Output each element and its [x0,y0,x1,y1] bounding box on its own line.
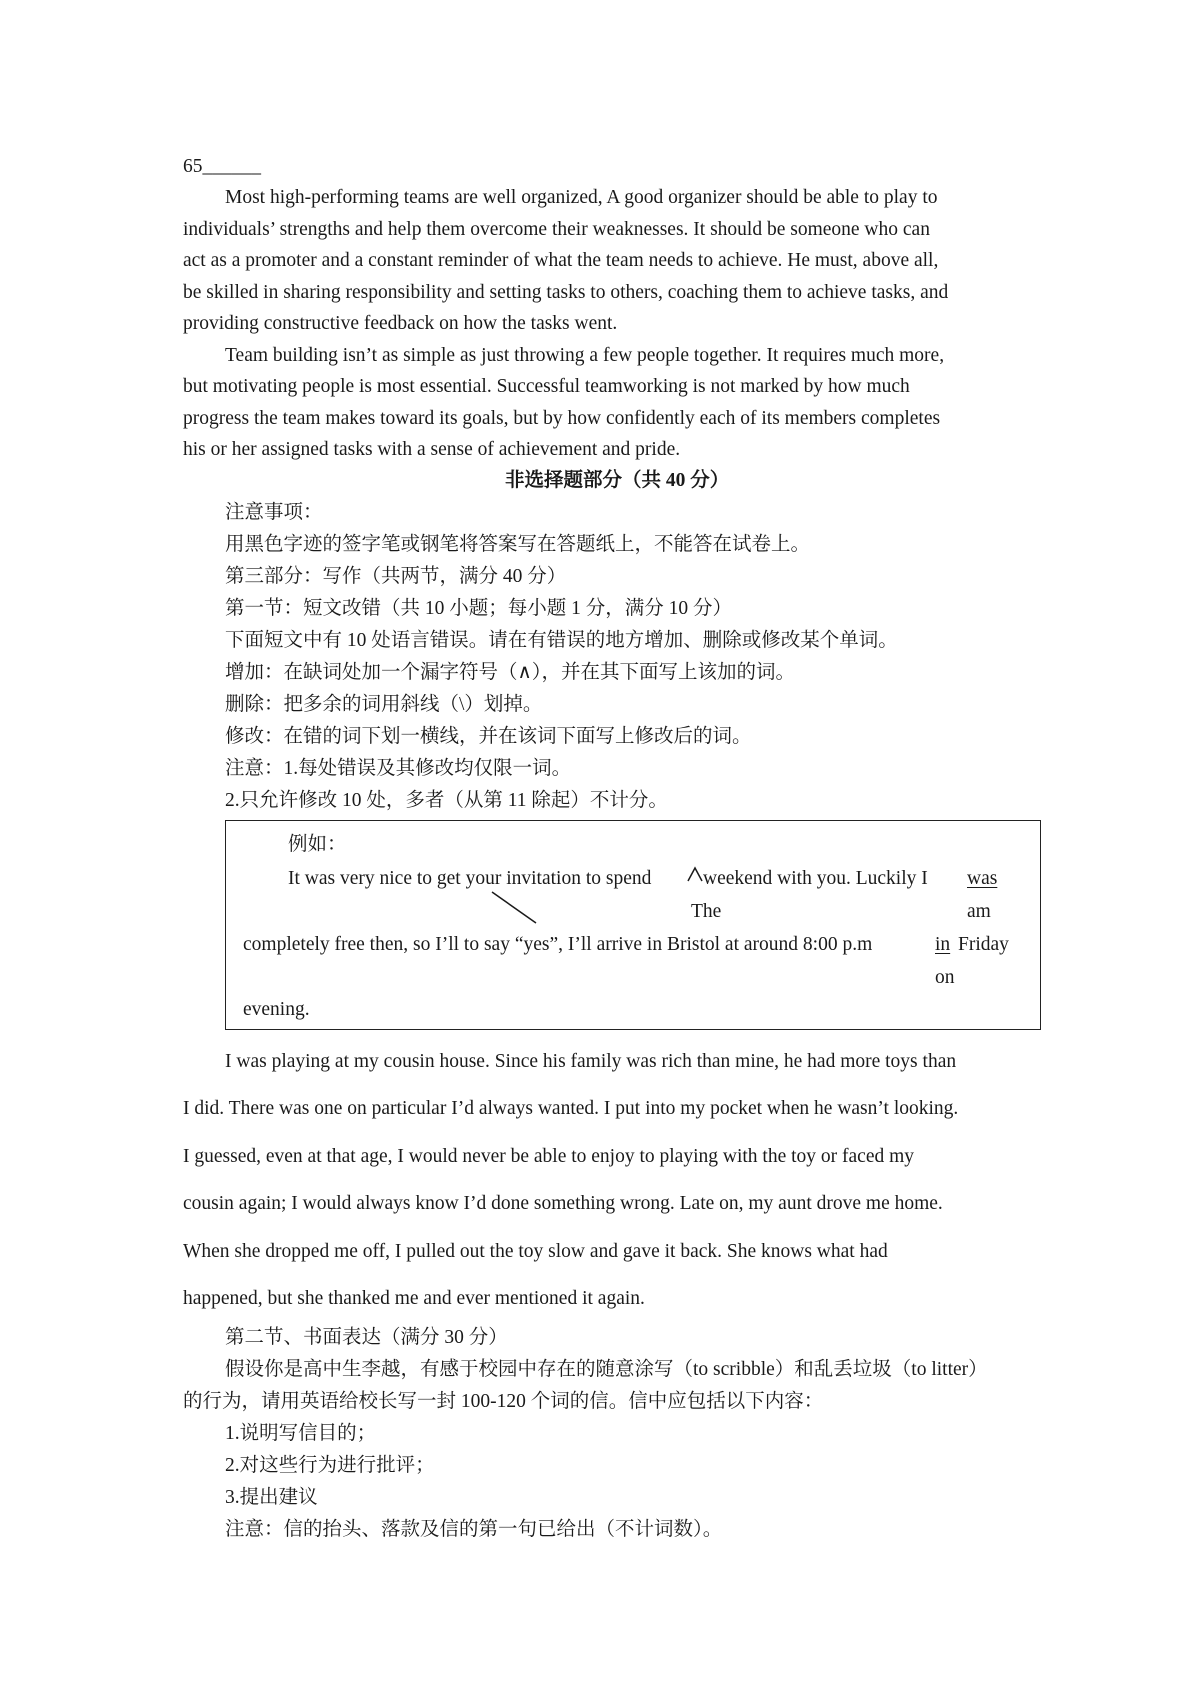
instruction-line: 注意事项： [225,502,323,523]
instruction-line: 2.只允许修改 10 处，多者（从第 11 除起）不计分。 [225,790,668,811]
writing-point: 1.说明写信目的； [225,1423,377,1444]
writing-title: 第二节、书面表达（满分 30 分） [225,1327,508,1348]
insertion-caret-icon [686,866,704,882]
question-number: 65______ [183,156,261,177]
instruction-line: 用黑色字迹的签字笔或钢笔将答案写在答题纸上，不能答在试卷上。 [225,534,811,555]
passage-line: his or her assigned tasks with a sense of achievement and pride. [183,439,681,460]
passage-line: progress the team makes toward its goals, but by how confidently each of its members completes [183,408,941,429]
correction-on: on [935,967,955,988]
passage-line: I guessed, even at that age, I would never be able to enjoy to playing with the toy or faced my [183,1146,915,1167]
passage-line: individuals’ strengths and help them overcome their weaknesses. It should be someone who can [183,219,930,240]
example-line3: evening. [243,999,310,1020]
example-box [225,820,1041,1030]
writing-point: 2.对这些行为进行批评； [225,1455,435,1476]
correction-am: am [967,901,991,922]
passage-line: Most high-performing teams are well organized, A good organizer should be able to play to [225,187,938,208]
writing-prompt: 假设你是高中生李越，有感于校园中存在的随意涂写（to scribble）和乱丢垃圾（to litter） [225,1359,988,1380]
instruction-line: 增加：在缺词处加一个漏字符号（∧），并在其下面写上该加的词。 [225,662,796,683]
passage-line: be skilled in sharing responsibility and setting tasks to others, coaching them to achieve tasks, and [183,282,949,303]
instruction-line: 注意：1.每处错误及其修改均仅限一词。 [225,758,572,779]
example-error-was: was [967,868,998,889]
example-line2-cont: Friday [958,934,1009,955]
passage-line: providing constructive feedback on how the tasks went. [183,313,618,334]
passage-line: cousin again; I would always know I’d done something wrong. Late on, my aunt drove me home. [183,1193,943,1214]
passage-line: happened, but she thanked me and ever mentioned it again. [183,1288,645,1309]
instruction-line: 下面短文中有 10 处语言错误。请在有错误的地方增加、删除或修改某个单词。 [225,630,898,651]
correction-the: The [691,901,722,922]
deletion-slash-mark [490,890,540,926]
passage-line: I did. There was one on particular I’d always wanted. I put into my pocket when he wasn’t looking. [183,1098,959,1119]
passage-line: Team building isn’t as simple as just throwing a few people together. It requires much more, [225,345,945,366]
example-line2: completely free then, so I’ll to say “yes”, I’ll arrive in Bristol at around 8:00 p.m [243,934,873,955]
writing-prompt: 的行为，请用英语给校长写一封 100-120 个词的信。信中应包括以下内容： [183,1391,824,1412]
passage-line: When she dropped me off, I pulled out the toy slow and gave it back. She knows what had [183,1241,888,1262]
section-heading: 非选择题部分（共 40 分） [505,470,730,491]
passage-line: but motivating people is most essential. Successful teamworking is not marked by how much [183,376,910,397]
example-line1: It was very nice to get your invitation to spend [288,868,652,889]
writing-note: 注意：信的抬头、落款及信的第一句已给出（不计词数）。 [225,1519,723,1540]
instruction-line: 第一节：短文改错（共 10 小题；每小题 1 分，满分 10 分） [225,598,733,619]
writing-point: 3.提出建议 [225,1487,318,1508]
passage-line: act as a promoter and a constant reminder of what the team needs to achieve. He must, above all, [183,250,939,271]
passage-line: I was playing at my cousin house. Since his family was rich than mine, he had more toys than [225,1051,957,1072]
instruction-line: 删除：把多余的词用斜线（\）划掉。 [225,694,543,715]
instruction-line: 第三部分：写作（共两节，满分 40 分） [225,566,567,587]
example-line1-cont: weekend with you. Luckily I [703,868,928,889]
example-error-in: in [935,934,951,955]
example-label: 例如： [288,834,347,855]
instruction-line: 修改：在错的词下划一横线，并在该词下面写上修改后的词。 [225,726,752,747]
